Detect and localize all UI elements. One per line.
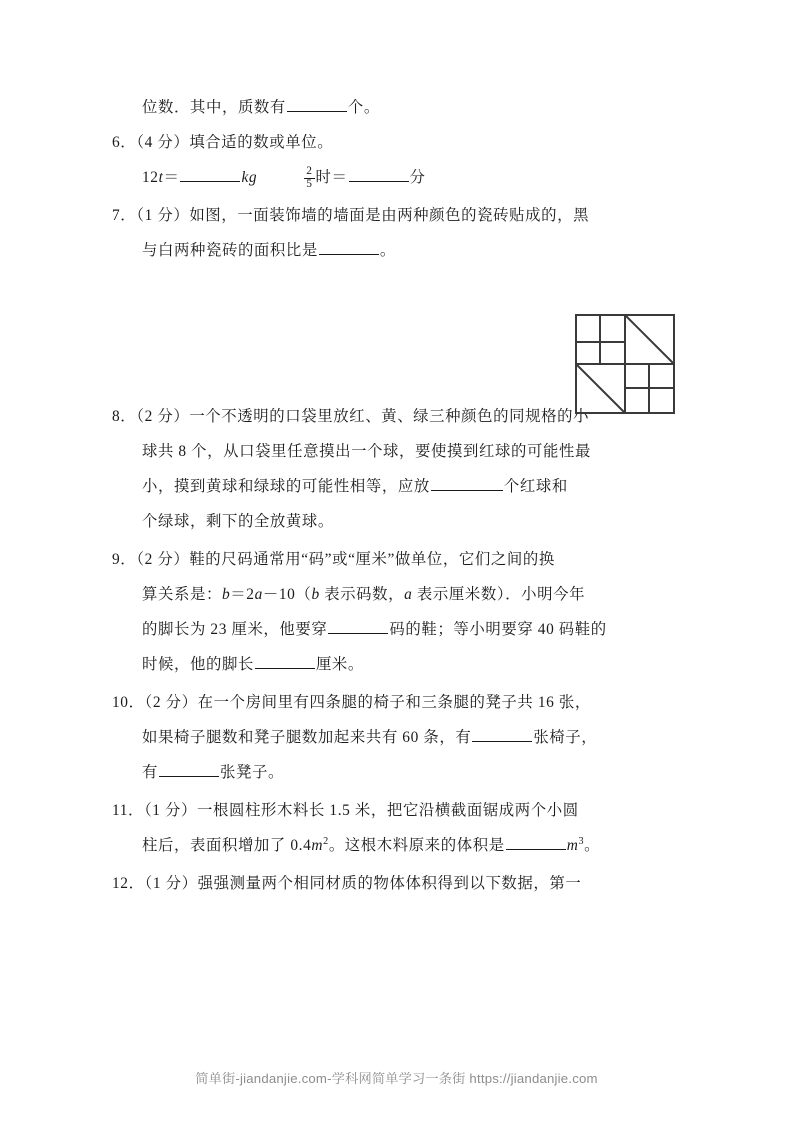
q9-paren-var-b: b: [311, 586, 320, 603]
q7-blank-1[interactable]: [319, 239, 379, 255]
questions-container: [112, 90, 680, 904]
question-9-score: （2 分）: [136, 551, 190, 568]
partial-question-line: [112, 90, 680, 125]
question-7-score: （1 分）: [136, 207, 190, 224]
question-9-line-2: [112, 577, 680, 612]
q11-prefix: 柱后，表面积增加了 0.4: [142, 837, 312, 854]
question-10-number: 10．: [112, 694, 145, 711]
q10-l2-after: 张椅子，: [533, 729, 598, 746]
answer-blank[interactable]: [287, 96, 347, 112]
q9-paren-close: 表示厘米数）．小明今年: [412, 586, 586, 603]
question-7-number: 7．: [112, 207, 137, 224]
question-7-prompt: 如图，一面装饰墙的墙面是由两种颜色的瓷砖贴成的，黑: [189, 207, 590, 224]
question-8-line-2: 球共 8 个，从口袋里任意摸出一个球，要使摸到红球的可能性最: [142, 443, 591, 460]
q8-blank-1[interactable]: [431, 475, 503, 491]
question-6-score: （4 分）: [136, 134, 190, 151]
question-8-number: 8．: [112, 408, 137, 425]
question-6-number: 6．: [112, 134, 137, 151]
q9-l4-after: 厘米。: [315, 656, 364, 673]
q9-blank-2[interactable]: [255, 653, 315, 669]
question-8-line-4: 个绿球，剩下的全放黄球。: [142, 513, 334, 530]
q9-blank-1[interactable]: [328, 618, 388, 634]
q8-text-after: 个红球和: [503, 478, 568, 495]
q6-fraction-denominator: 5: [306, 177, 313, 190]
question-11: [112, 793, 680, 863]
q7-text-before: 与白两种瓷砖的面积比是: [142, 242, 318, 259]
question-11-header: [112, 793, 680, 828]
question-9-header: [112, 542, 680, 577]
question-12-score: （1 分）: [144, 875, 198, 892]
tiled-wall-figure: [575, 314, 675, 414]
question-9-line-1: 鞋的尺码通常用“码”或“厘米”做单位，它们之间的换: [189, 551, 555, 568]
question-8-line-1: 一个不透明的口袋里放红、黄、绿三种颜色的同规格的小: [189, 408, 590, 425]
q10-l2-before: 如果椅子腿数和凳子腿数加起来共有 60 条，有: [142, 729, 472, 746]
q8-text-before: 小，摸到黄球和绿球的可能性相等，应放: [142, 478, 430, 495]
page-footer: 简单街-jiandanjie.com-学科网简单学习一条街 https://jiandanjie.com: [195, 1071, 598, 1086]
q6-blank-1[interactable]: [180, 166, 240, 182]
tiled-wall-svg: [575, 314, 675, 414]
q6-value-12: 12: [142, 169, 159, 186]
question-10-line-2: [112, 720, 680, 755]
question-9-line-3: [112, 612, 680, 647]
question-9-number: 9．: [112, 551, 137, 568]
q11-blank-1[interactable]: [506, 834, 566, 850]
question-7-header: [112, 198, 680, 233]
q6-unit-hour-equals: 时＝: [315, 169, 348, 186]
q6-fraction-two-fifths: [304, 166, 314, 191]
question-10-score: （2 分）: [144, 694, 198, 711]
partial-text-after: 个。: [347, 99, 380, 116]
q9-paren-var-a: a: [404, 586, 413, 603]
q6-fraction-numerator: 2: [306, 164, 313, 177]
q9-l4-before: 时候，他的脚长: [142, 656, 254, 673]
q6-blank-2[interactable]: [349, 166, 409, 182]
q9-paren-open: （: [295, 586, 312, 603]
question-12-header: [112, 866, 680, 901]
question-11-line-2: [112, 828, 680, 863]
q9-paren-mid: 表示码数，: [319, 586, 405, 603]
question-10-header: [112, 685, 680, 720]
q11-unit-exp-2: 3: [578, 835, 585, 847]
q10-blank-2[interactable]: [159, 761, 219, 777]
q11-unit-exp-1: 2: [323, 835, 329, 847]
question-12-number: 12．: [112, 875, 145, 892]
q9-var-a: a: [254, 586, 263, 603]
question-10-line-1: 在一个房间里有四条腿的椅子和三条腿的凳子共 16 张，: [197, 694, 591, 711]
q11-mid: 。这根木料原来的体积是: [328, 837, 505, 854]
figure-tr-diagonal: [625, 315, 674, 364]
question-7-line-2: [112, 233, 680, 268]
figure-bl-diagonal: [576, 364, 625, 413]
q10-l3-after: 张凳子。: [220, 764, 284, 781]
question-9: [112, 542, 680, 682]
q6-unit-minute: 分: [409, 169, 426, 186]
question-12-line-1: 强强测量两个相同材质的物体体积得到以下数据，第一: [197, 875, 582, 892]
q9-prefix: 算关系是：: [142, 586, 222, 603]
question-6-header: [112, 125, 680, 160]
question-6-prompt: 填合适的数或单位。: [189, 134, 334, 151]
question-8-score: （2 分）: [136, 408, 190, 425]
q9-var-b: b: [221, 586, 231, 603]
q7-text-after: 。: [379, 242, 396, 259]
question-8: [112, 399, 680, 539]
q11-unit-m-2: m: [566, 837, 579, 854]
question-12: [112, 866, 680, 901]
question-8-line-3: [112, 469, 680, 504]
q11-suffix: 。: [584, 837, 601, 854]
q6-unit-kg: kg: [241, 169, 258, 186]
question-9-line-4: [112, 647, 680, 682]
question-11-score: （1 分）: [144, 802, 198, 819]
q6-unit-t: t: [158, 169, 164, 186]
question-11-number: 11．: [112, 802, 145, 819]
question-6: [112, 125, 680, 195]
question-10: [112, 685, 680, 790]
partial-text-before: 位数．其中，质数有: [142, 99, 286, 116]
q9-l3-before: 的脚长为 23 厘米，他要穿: [142, 621, 328, 638]
q10-blank-1[interactable]: [472, 726, 532, 742]
q6-equals-1: ＝: [163, 169, 180, 186]
q9-formula-eq: ＝2: [230, 586, 255, 603]
q10-l3-before: 有: [142, 764, 158, 781]
q9-formula-tail: －10: [262, 586, 296, 603]
question-10-line-3: [112, 755, 680, 790]
question-11-line-1: 一根圆柱形木料长 1.5 米，把它沿横截面锯成两个小圆: [197, 802, 579, 819]
q9-l3-after: 码的鞋；等小明要穿 40 码鞋的: [389, 621, 607, 638]
question-6-answer-line: [112, 160, 680, 195]
q11-unit-m-1: m: [311, 837, 324, 854]
